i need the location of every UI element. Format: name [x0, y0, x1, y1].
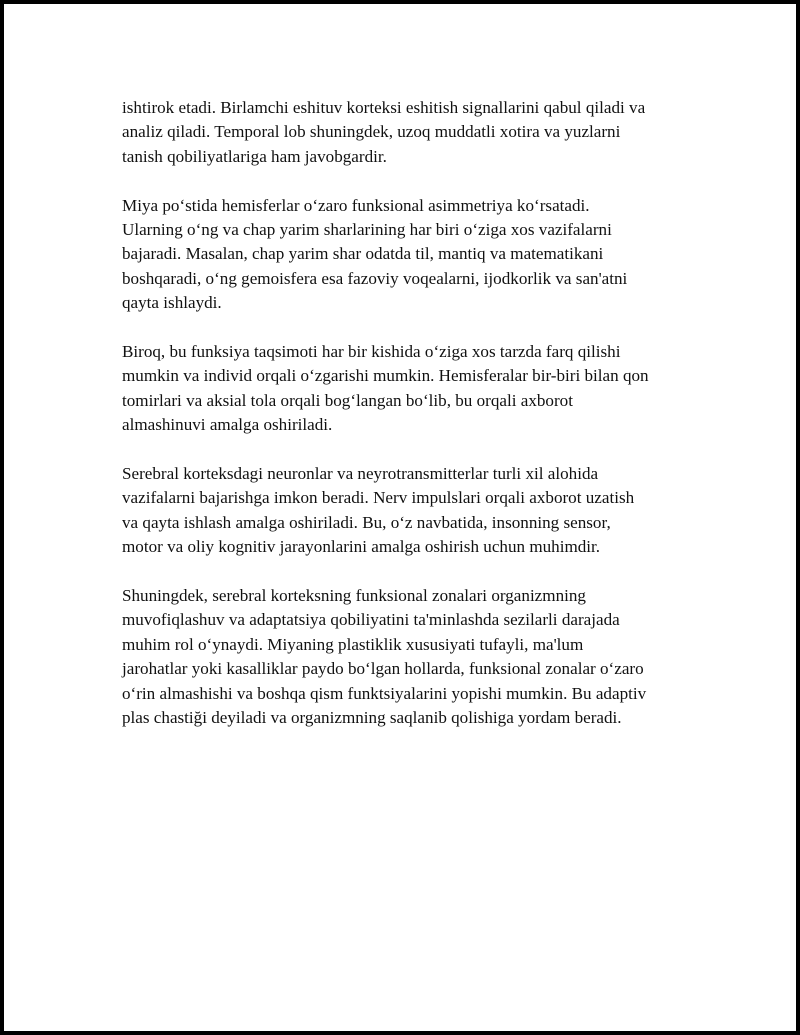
text-line: muhim rol o‘ynaydi. Miyaning plastiklik xususiyati tufayli, ma'lum — [122, 634, 584, 654]
paragraph-3 — [122, 340, 702, 438]
text-line: muvofiqlashuv va adaptatsiya qobiliyatini ta'minlashda sezilarli darajada — [122, 610, 620, 630]
text-line: almashinuvi amalga oshiriladi. — [122, 415, 333, 435]
text-line: Serebral korteksdagi neuronlar va neyrotransmitterlar turli xil alohida — [122, 464, 599, 484]
text-line: ishtirok etadi. Birlamchi eshituv korteksi eshitish signallarini qabul qiladi va — [122, 98, 646, 117]
text-line: jarohatlar yoki kasalliklar paydo bo‘lgan hollarda, funksional zonalar o‘zaro — [122, 659, 644, 679]
text-line: qayta ishlaydi. — [122, 293, 222, 313]
document-body — [122, 96, 702, 755]
paragraph-2 — [122, 194, 702, 316]
text-line: vazifalarni bajarishga imkon beradi. Nerv impulslari orqali axborot uzatish — [122, 488, 635, 508]
text-line: Biroq, bu funksiya taqsimoti har bir kishida o‘ziga xos tarzda farq qilishi — [122, 342, 621, 362]
text-line: bajaradi. Masalan, chap yarim shar odatda til, mantiq va matematikani — [122, 244, 604, 264]
paragraph-5 — [122, 584, 702, 730]
text-line: Ularning o‘ng va chap yarim sharlarining har biri o‘ziga xos vazifalarni — [122, 220, 612, 240]
text-line: boshqaradi, o‘ng gemoisfera esa fazoviy voqealarni, ijodkorlik va san'atni — [122, 268, 628, 288]
text-line: tanish qobiliyatlariga ham javobgardir. — [122, 146, 387, 166]
text-line: analiz qiladi. Temporal lob shuningdek, uzoq muddatli xotira va yuzlarni — [122, 122, 621, 142]
text-line: motor va oliy kognitiv jarayonlarini amalga oshirish uchun muhimdir. — [122, 537, 601, 557]
text-line: va qayta ishlash amalga oshiriladi. Bu, o‘z navbatida, insonning sensor, — [122, 512, 611, 532]
paragraph-1 — [122, 96, 702, 169]
text-line: Shuningdek, serebral korteksning funksional zonalari organizmning — [122, 586, 586, 606]
paragraph-4 — [122, 462, 702, 560]
text-line: plas chastiği deyiladi va organizmning saqlanib qolishiga yordam beradi. — [122, 708, 622, 728]
text-line: Miya po‘stida hemisferlar o‘zaro funksional asimmetriya ko‘rsatadi. — [122, 195, 590, 215]
text-line: o‘rin almashishi va boshqa qism funktsiyalarini yopishi mumkin. Bu adaptiv — [122, 683, 647, 703]
text-line: mumkin va individ orqali o‘zgarishi mumkin. Hemisferalar bir-biri bilan qon — [122, 366, 649, 386]
text-line: tomirlari va aksial tola orqali bog‘langan bo‘lib, bu orqali axborot — [122, 390, 573, 410]
